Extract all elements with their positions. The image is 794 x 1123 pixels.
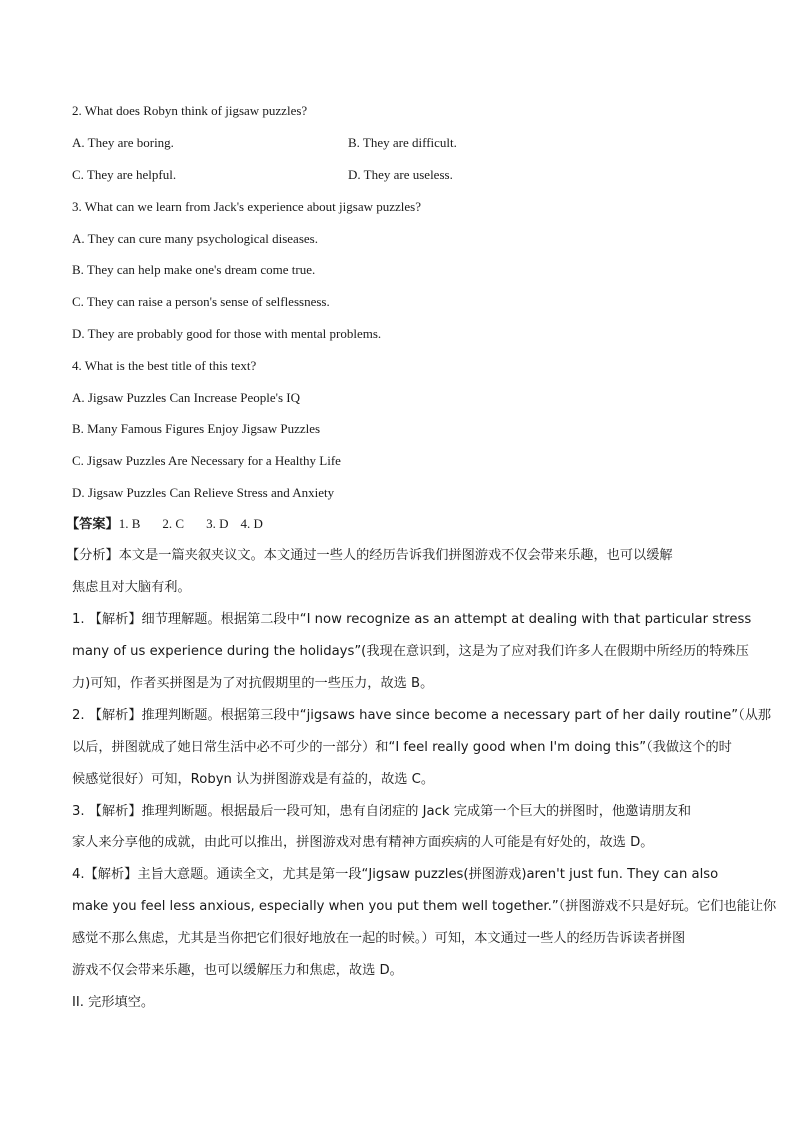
question-3-option-b: B. They can help make one's dream come true. [72,262,316,277]
explanation-2-line: 候感觉很好）可知，Robyn 认为拼图游戏是有益的，故选 C。 [72,772,435,787]
explanation-4-line: make you feel less anxious, especially when you put them well together.”（拼图游戏不只是好玩。它们也能让你 [72,899,777,914]
answer-item: 1. B [118,516,141,531]
question-2-option-a: A. They are boring. [72,135,174,150]
question-2-option-d: D. They are useless. [348,167,453,182]
answer-item: 3. D [206,516,229,531]
question-4-stem: 4. What is the best title of this text? [72,358,257,373]
section-heading: II. 完形填空。 [72,995,155,1010]
analysis-label: 【分析】 [66,548,119,563]
answer-line [66,516,263,533]
question-4-option-a: A. Jigsaw Puzzles Can Increase People's IQ [72,390,300,405]
explanation-1-line: many of us experience during the holidays”(我现在意识到，这是为了应对我们许多人在假期中所经历的特殊压 [72,644,749,659]
answer-item: 4. D [240,516,263,531]
answer-label: 【答案】 [66,517,119,532]
answer-item: 2. C [162,516,185,531]
question-3-option-d: D. They are probably good for those with mental problems. [72,326,382,341]
explanation-1-line: 力)可知，作者买拼图是为了对抗假期里的一些压力，故选 B。 [72,676,434,691]
question-4-option-c: C. Jigsaw Puzzles Are Necessary for a Healthy Life [72,453,341,468]
explanation-3-line: 3. 【解析】推理判断题。根据最后一段可知，患有自闭症的 Jack 完成第一个巨大的拼图时，他邀请朋友和 [72,804,692,819]
question-4-option-d: D. Jigsaw Puzzles Can Relieve Stress and Anxiety [72,485,335,500]
analysis-line-1 [66,548,673,564]
question-3-option-a: A. They can cure many psychological diseases. [72,231,318,246]
explanation-2-line: 2. 【解析】推理判断题。根据第三段中“jigsaws have since become a necessary part of her daily routine”（从那 [72,708,772,723]
question-2-option-c: C. They are helpful. [72,167,177,182]
question-2-stem: 2. What does Robyn think of jigsaw puzzles? [72,103,308,118]
explanation-4-line: 4.【解析】主旨大意题。通读全文，尤其是第一段“Jigsaw puzzles(拼图游戏)aren't just fun. They can also [72,867,719,882]
question-3-stem: 3. What can we learn from Jack's experience about jigsaw puzzles? [72,199,421,214]
question-3-option-c: C. They can raise a person's sense of selflessness. [72,294,330,309]
explanation-4-line: 感觉不那么焦虑，尤其是当你把它们很好地放在一起的时候。）可知，本文通过一些人的经历告诉读者拼图 [72,931,686,946]
explanation-3-line: 家人来分享他的成就，由此可以推出，拼图游戏对患有精神方面疾病的人可能是有好处的，故选 D。 [72,835,654,850]
analysis-text: 本文是一篇夹叙夹议文。本文通过一些人的经历告诉我们拼图游戏不仅会带来乐趣，也可以缓解 [118,548,673,563]
question-4-option-b: B. Many Famous Figures Enjoy Jigsaw Puzzles [72,421,321,436]
explanation-2-line: 以后，拼图就成了她日常生活中必不可少的一部分）和“I feel really good when I'm doing this”（我做这个的时 [72,740,732,755]
explanation-1-line: 1. 【解析】细节理解题。根据第二段中“I now recognize as an attempt at dealing with that particular stress [72,612,752,627]
question-2-option-b: B. They are difficult. [348,135,457,150]
explanation-4-line: 游戏不仅会带来乐趣，也可以缓解压力和焦虑，故选 D。 [72,963,403,978]
analysis-line-2: 焦虑且对大脑有利。 [72,580,191,595]
